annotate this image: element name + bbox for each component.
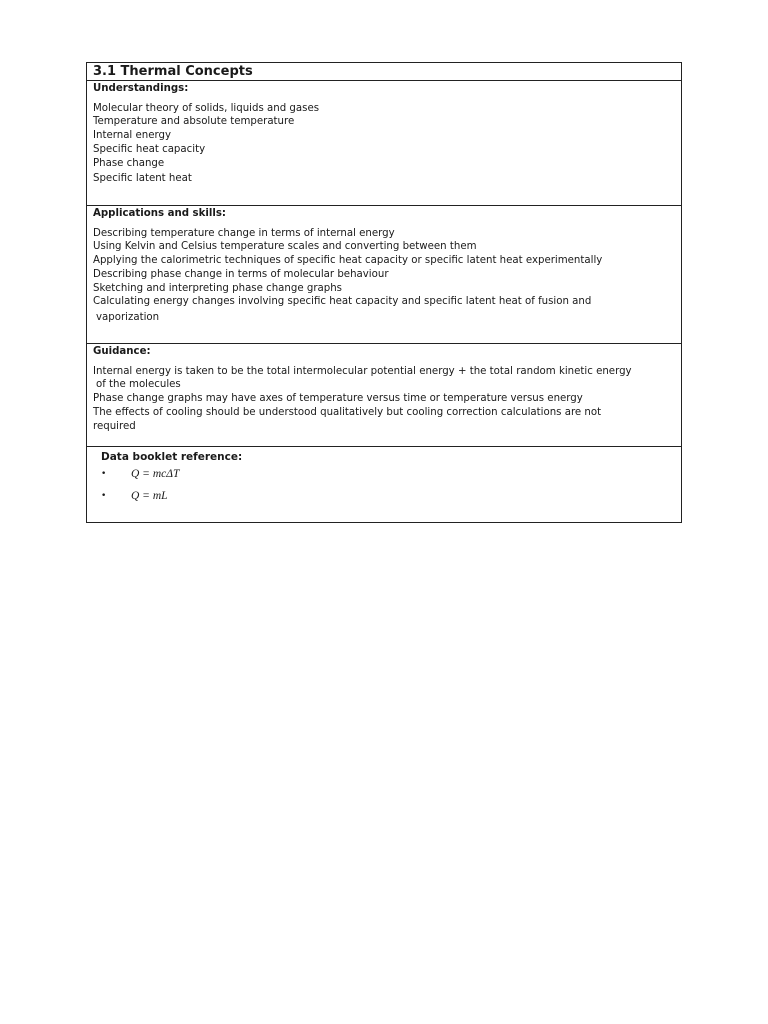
applications-line: Calculating energy changes involving specific heat capacity and specific latent heat of fusion and [93, 296, 592, 308]
guidance-line: of the molecules [96, 379, 181, 391]
guidance-list [93, 365, 675, 434]
formula-heat-capacity: Q = mcΔT [131, 468, 180, 481]
applications-line: vaporization [96, 311, 160, 323]
guidance-line: Internal energy is taken to be the total intermolecular potential energy + the total random kinetic energy [93, 365, 632, 377]
formula-latent-heat: Q = mL [131, 490, 168, 503]
data-booklet-heading: Data booklet reference: [101, 451, 243, 463]
bullet-icon: • [101, 491, 107, 502]
understandings-item: Specific latent heat [93, 173, 192, 185]
applications-line: Sketching and interpreting phase change graphs [93, 282, 342, 294]
bullet-icon: • [101, 469, 107, 480]
section-title: 3.1 Thermal Concepts [87, 63, 681, 81]
understandings-item: Temperature and absolute temperature [93, 116, 295, 128]
applications-line: Applying the calorimetric techniques of specific heat capacity or specific latent heat experimentally [93, 255, 603, 267]
understandings-item: Phase change [93, 157, 165, 169]
guidance-heading: Guidance: [93, 346, 151, 357]
formula-item [101, 464, 667, 486]
formula-item [101, 486, 667, 508]
understandings-list [93, 102, 675, 186]
understandings-section [87, 81, 681, 206]
applications-heading: Applications and skills: [93, 208, 227, 219]
understandings-heading: Understandings: [93, 83, 189, 94]
applications-line: Using Kelvin and Celsius temperature scales and converting between them [93, 241, 477, 253]
understandings-item: Internal energy [93, 130, 171, 142]
applications-line: Describing phase change in terms of molecular behaviour [93, 268, 389, 280]
applications-line: Describing temperature change in terms of internal energy [93, 227, 395, 239]
applications-list [93, 227, 675, 325]
syllabus-table [86, 62, 682, 523]
understandings-item: Specific heat capacity [93, 143, 206, 155]
data-booklet-section [87, 447, 681, 522]
guidance-line: Phase change graphs may have axes of temperature versus time or temperature versus energy [93, 393, 583, 405]
guidance-section [87, 344, 681, 447]
guidance-line: required [93, 420, 136, 432]
understandings-item: Molecular theory of solids, liquids and gases [93, 102, 320, 114]
applications-section [87, 206, 681, 344]
guidance-line: The effects of cooling should be understood qualitatively but cooling correction calculations are not [93, 406, 602, 418]
